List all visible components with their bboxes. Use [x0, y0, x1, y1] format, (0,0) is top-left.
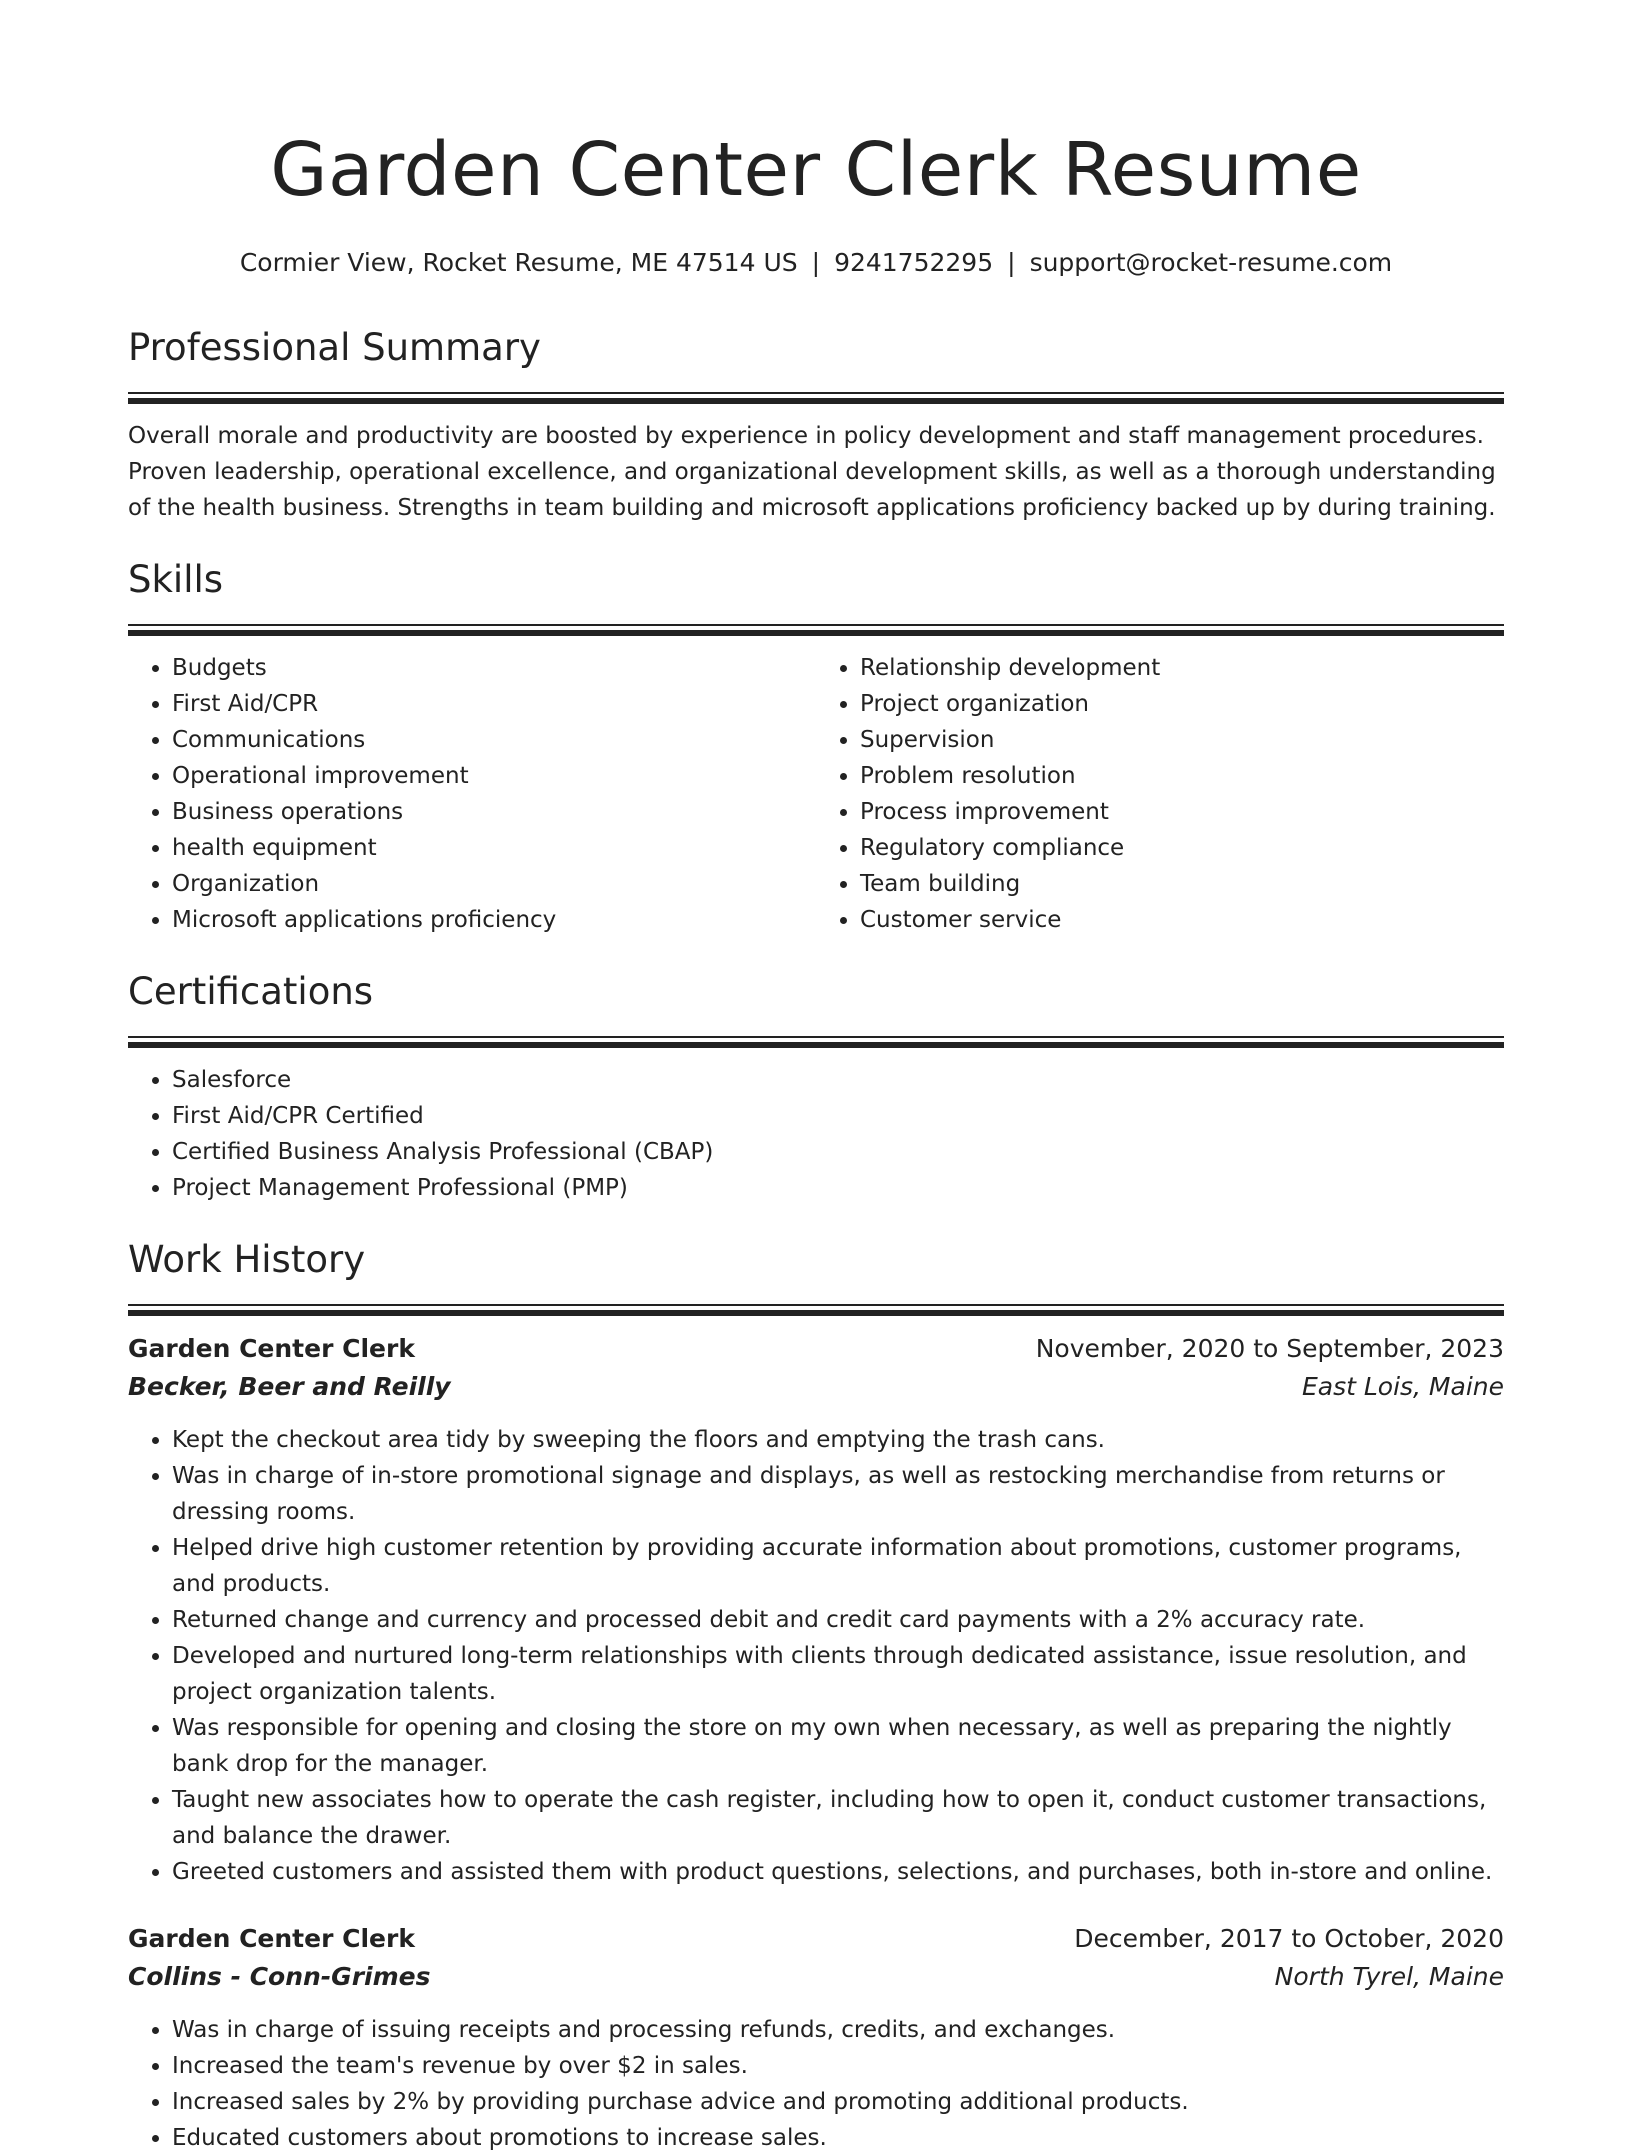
page-title: Garden Center Clerk Resume: [270, 127, 1362, 213]
job-bullet: • Greeted customers and assisted them with product questions, selections, and purchases, both in-store and online.: [172, 1854, 1504, 1890]
skill-item: • Process improvement: [860, 794, 1504, 830]
skill-item: • health equipment: [172, 830, 816, 866]
job-bullet: • Was in charge of in-store promotional signage and displays, as well as restocking merchandise from returns or dressing rooms.: [172, 1458, 1504, 1530]
skill-item: • Problem resolution: [860, 758, 1504, 794]
job-bullet: • Was in charge of issuing receipts and processing refunds, credits, and exchanges.: [172, 2012, 1504, 2048]
job-dates: November, 2020 to September, 2023: [1035, 1334, 1504, 1363]
section-divider: [128, 392, 1504, 404]
skill-item: • Business operations: [172, 794, 816, 830]
skills-list-right: [816, 650, 1504, 938]
contact-address: Cormier View, Rocket Resume, ME 47514 US: [239, 248, 798, 277]
contact-email: support@rocket-resume.com: [1029, 248, 1393, 277]
job-header-row: [128, 1920, 1504, 1958]
skill-item: • Budgets: [172, 650, 816, 686]
job-bullet: • Returned change and currency and processed debit and credit card payments with a 2% accuracy rate.: [172, 1602, 1504, 1638]
contact-line: [128, 246, 1504, 280]
skills-heading: Skills: [128, 558, 224, 601]
certifications-list: [128, 1062, 1504, 1206]
job-location: North Tyrel, Maine: [1274, 1962, 1504, 1991]
job-bullets: [128, 2012, 1504, 2156]
work-history-section: [128, 1236, 1504, 2156]
skill-item: • Communications: [172, 722, 816, 758]
job-bullet: • Developed and nurtured long-term relationships with clients through dedicated assistance, issue resolution, and project organization talents.: [172, 1638, 1504, 1710]
contact-separator: |: [1007, 248, 1016, 277]
summary-section: [128, 324, 1504, 526]
certification-item: • Salesforce: [172, 1062, 1504, 1098]
skills-list-left: [128, 650, 816, 938]
section-divider: [128, 624, 1504, 636]
job-bullet: • Increased sales by 2% by providing purchase advice and promoting additional products.: [172, 2084, 1504, 2120]
job-bullet: • Kept the checkout area tidy by sweeping the floors and emptying the trash cans.: [172, 1422, 1504, 1458]
skill-item: • Team building: [860, 866, 1504, 902]
skill-item: • Customer service: [860, 902, 1504, 938]
job-company-row: [128, 1368, 1504, 1406]
certification-item: • Certified Business Analysis Professional (CBAP): [172, 1134, 1504, 1170]
certifications-heading: Certifications: [128, 970, 374, 1013]
job-entry: [128, 1330, 1504, 1890]
skill-item: • Regulatory compliance: [860, 830, 1504, 866]
work-history-heading: Work History: [128, 1238, 366, 1281]
skills-columns: [128, 650, 1504, 938]
certification-item: • Project Management Professional (PMP): [172, 1170, 1504, 1206]
skill-item: • Relationship development: [860, 650, 1504, 686]
contact-separator: |: [811, 248, 821, 277]
summary-heading: Professional Summary: [128, 326, 541, 369]
job-bullet: • Increased the team's revenue by over $2 in sales.: [172, 2048, 1504, 2084]
skill-item: • First Aid/CPR: [172, 686, 816, 722]
skill-item: • Microsoft applications proficiency: [172, 902, 816, 938]
job-header-row: [128, 1330, 1504, 1368]
job-title: Garden Center Clerk: [128, 1924, 415, 1953]
skill-item: • Organization: [172, 866, 816, 902]
job-bullet: • Helped drive high customer retention by providing accurate information about promotions, customer programs, and products.: [172, 1530, 1504, 1602]
skills-section: [128, 556, 1504, 938]
job-bullet: • Taught new associates how to operate the cash register, including how to open it, conduct customer transactions, and balance the drawer.: [172, 1782, 1504, 1854]
section-divider: [128, 1036, 1504, 1048]
job-company: Collins - Conn-Grimes: [128, 1962, 431, 1991]
job-entry: [128, 1920, 1504, 2156]
job-bullet: • Was responsible for opening and closing the store on my own when necessary, as well as preparing the nightly bank drop for the manager.: [172, 1710, 1504, 1782]
job-title: Garden Center Clerk: [128, 1334, 415, 1363]
job-bullet: • Educated customers about promotions to increase sales.: [172, 2120, 1504, 2156]
certification-item: • First Aid/CPR Certified: [172, 1098, 1504, 1134]
section-divider: [128, 1304, 1504, 1316]
job-bullets: [128, 1422, 1504, 1890]
skill-item: • Operational improvement: [172, 758, 816, 794]
job-company-row: [128, 1958, 1504, 1996]
job-company: Becker, Beer and Reilly: [128, 1372, 451, 1401]
skill-item: • Supervision: [860, 722, 1504, 758]
job-dates: December, 2017 to October, 2020: [1074, 1924, 1504, 1953]
summary-text: Overall morale and productivity are boosted by experience in policy development and staff management procedures. Proven leadership, operational excellence, and organizational development skills, as well as a thorough understanding of the health business. Strengths in team building and microsoft applications proficiency backed up by during training.: [128, 423, 1496, 521]
job-location: East Lois, Maine: [1301, 1372, 1504, 1401]
contact-phone: 9241752295: [834, 248, 994, 277]
skill-item: • Project organization: [860, 686, 1504, 722]
certifications-section: [128, 968, 1504, 1206]
